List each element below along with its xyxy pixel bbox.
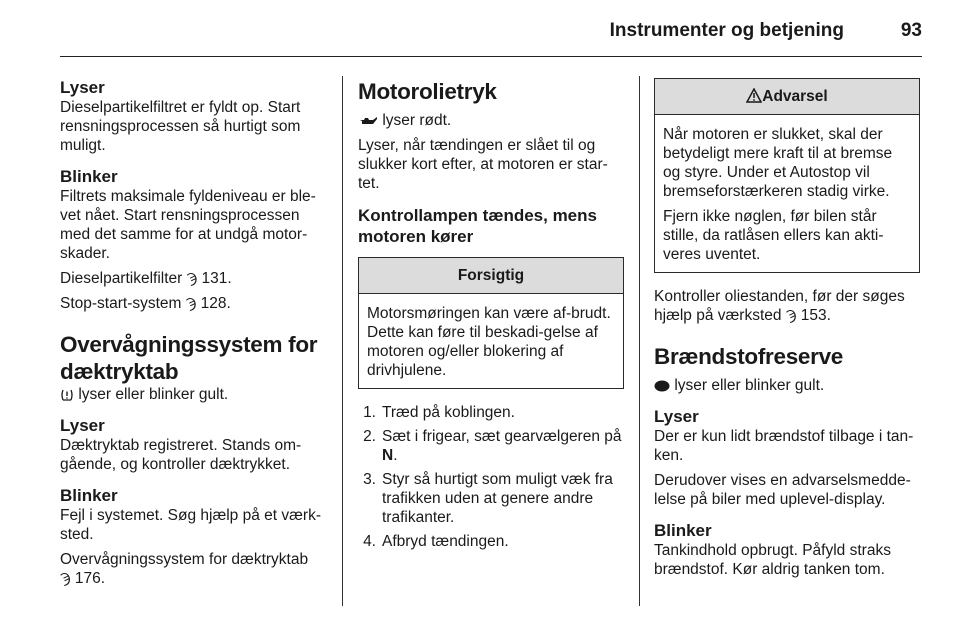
header-rule [60, 56, 922, 57]
warning-body [655, 115, 919, 272]
paragraph-lyser: Dieselpartikelfiltret er fyldt op. Start rensningsprocessen så hurtigt som muligt. [60, 99, 301, 154]
page-number: 93 [900, 20, 922, 41]
fuel-status-text: lyser eller blinker gult. [674, 377, 825, 394]
paragraph-lyser-2: Dæktryktab registreret. Stands om-gående, og kontroller dæktrykket. [60, 437, 302, 473]
heading-lyser: Lyser [60, 78, 105, 97]
paragraph-blinker: Filtrets maksimale fyldeniveau er ble-vet nået. Start rensningsprocessen med det samme for at undgå motor-skader. [60, 188, 316, 262]
gear-n: N [382, 447, 394, 464]
step-text-end: . [393, 447, 398, 464]
heading-lyser-3: Lyser [654, 407, 699, 426]
column-divider-1 [342, 76, 343, 606]
paragraph-blinker-3: Tankindhold opbrugt. Påfyld straks brændstof. Kør aldrig tanken tom. [654, 542, 891, 578]
ref-overvagningssystem[interactable] [60, 550, 326, 588]
caution-title: Forsigtig [359, 258, 623, 294]
ref-page: 153. [800, 307, 831, 324]
step-number: 3. [363, 471, 376, 488]
heading-blinker-3: Blinker [654, 521, 712, 540]
paragraph-derudover: Derudover vises en advarselsmedde-lelse på biler med uplevel-display. [654, 472, 911, 508]
paragraph-lyser-3: Der er kun lidt brændstof tilbage i tan-ken. [654, 428, 914, 464]
step-number: 2. [363, 428, 376, 445]
ref-dieselpartikelfilter[interactable] [60, 269, 326, 288]
column-3 [654, 78, 920, 585]
ref-text: Overvågningssystem for dæktryktab [60, 551, 309, 568]
step-text [382, 427, 624, 465]
list-item [358, 470, 624, 527]
ref-kontroller[interactable] [654, 287, 920, 325]
page-ref-icon: Ϡ [60, 570, 71, 586]
page-ref-icon: Ϡ [785, 307, 797, 323]
oil-can-icon [358, 115, 378, 127]
warning-triangle-icon [746, 88, 762, 103]
step-text-part: Sæt i frigear, sæt gearvælgeren på [382, 428, 622, 445]
heading-overvagningssystem: Overvågningssystem for dæktryktab [60, 332, 318, 384]
page-header [60, 18, 922, 62]
list-item [358, 427, 624, 465]
steps-list [358, 403, 624, 551]
page-ref-icon: Ϡ [185, 295, 197, 311]
step-number: 1. [363, 404, 376, 421]
oil-status-text: lyser rødt. [382, 112, 452, 129]
heading-blinker: Blinker [60, 167, 118, 186]
heading-motorolietryk: Motorolietryk [358, 79, 497, 104]
tpms-status [60, 385, 326, 404]
header-title: Instrumenter og betjening [609, 20, 844, 41]
tire-pressure-warning-icon [60, 388, 74, 402]
tpms-status-text: lyser eller blinker gult. [78, 386, 229, 403]
warning-paragraph-1: Når motoren er slukket, skal der betydeligt mere kraft til at bremse og styre. Under et Autostop vil bremseforstærkeren stadig virke. [663, 126, 893, 200]
warning-paragraph-2: Fjern ikke nøglen, før bilen står stille, da ratlåsen ellers kan akti-veres uventet. [663, 208, 884, 263]
step-text: Styr så hurtigt som muligt væk fra trafikken uden at genere andre trafikanter. [382, 471, 613, 526]
heading-kontrollampen: Kontrollampen tændes, mens motoren kører [358, 206, 597, 246]
heading-blinker-2: Blinker [60, 486, 118, 505]
paragraph-blinker-2: Fejl i systemet. Søg hjælp på et værk-sted. [60, 507, 321, 543]
list-item [358, 403, 624, 422]
page-ref-icon: Ϡ [186, 270, 198, 286]
ref-text: Stop-start-system [60, 295, 182, 312]
column-1 [60, 78, 326, 594]
list-item [358, 532, 624, 551]
ref-page: 128. [200, 295, 231, 312]
heading-braendstofreserve: Brændstofreserve [654, 344, 844, 369]
ref-page: 131. [201, 270, 232, 287]
oil-status [358, 111, 624, 130]
paragraph-kontroller: Kontroller oliestanden, før der søges hjælp på værksted [654, 288, 905, 324]
step-text: Træd på koblingen. [382, 404, 515, 421]
caution-box [358, 257, 624, 389]
step-number: 4. [363, 533, 376, 550]
fuel-status [654, 376, 920, 395]
step-text: Afbryd tændingen. [382, 533, 509, 550]
ref-page: 176. [74, 570, 106, 587]
ref-text: Dieselpartikelfilter [60, 270, 183, 287]
fuel-warning-icon [654, 380, 670, 392]
column-divider-2 [639, 76, 640, 606]
warning-header [655, 79, 919, 115]
warning-title: Advarsel [762, 88, 828, 105]
warning-box [654, 78, 920, 273]
column-2 [358, 78, 624, 556]
ref-stop-start-system[interactable] [60, 294, 326, 313]
paragraph-oil: Lyser, når tændingen er slået til og slukker kort efter, at motoren er star-tet. [358, 137, 608, 192]
caution-body: Motorsmøringen kan være af-brudt. Dette kan føre til beskadi-gelse af motoren og/eller blokering af drivhjulene. [367, 305, 611, 379]
heading-lyser-2: Lyser [60, 416, 105, 435]
